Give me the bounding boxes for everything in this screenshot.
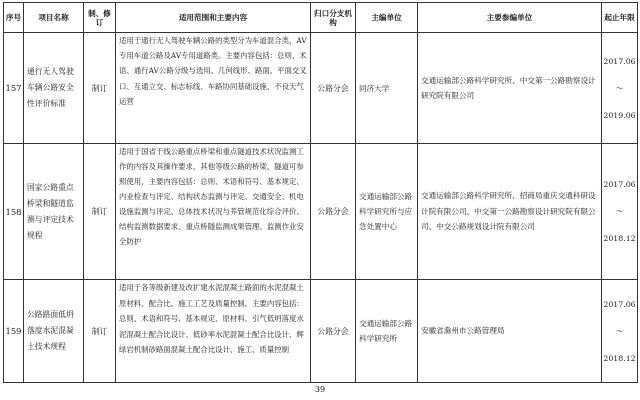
table-row <box>4 144 638 280</box>
scope-content: 适用于各等级新建及改扩建水泥混凝土路面的水泥混凝土原材料、配合比、施工工艺及质量控制。主要内容包括：总则、术语和符号、基本规定、原材料、引气低坍落度水泥混凝土配合比设计、低砂率水泥混凝土配合比设计、辉绿岩机制砂路面混凝土配合比设计、施工、质量控制 <box>116 280 311 383</box>
chief-editor: 交通运输部公路科学研究所 <box>356 280 418 383</box>
header-branch: 归口分支机构 <box>311 3 356 33</box>
header-project-name: 项目名称 <box>24 3 84 33</box>
revision-type: 制订 <box>84 144 116 280</box>
header-scope: 适用范围和主要内容 <box>116 3 311 33</box>
period-end: 2018.12 <box>603 234 636 243</box>
project-name: 通行无人驾驶车辆公路安全性评价标准 <box>24 33 84 144</box>
revision-type: 制订 <box>84 280 116 383</box>
revision-type: 制订 <box>84 33 116 144</box>
participants: 安徽省滁州市公路管理局 <box>418 280 602 383</box>
scope-content: 适用于国省干线公路重点桥梁和重点隧道技术状况监测工作的内容及其操作要求，其他等级公路的桥梁、隧道可参照使用，主要内容包括：总则、术语和符号、基本规定、内业检查与评定、结构状态监测与评定、交通安全、机电设施监测与评定、总体技术状况与养管规范化综合评价、结构监测数据要求、重点桥隧监测成果管理、监测作业安全防护 <box>116 144 311 280</box>
scope-content: 适用于通行无人驾驶车辆公路的类型分为车道混合类，AV专用车道公路及AV专用道路类。主要内容包括：总则、术语、通行AV公路分级与选用、几何线形、路面、平面交叉口、互通立交、标志标线、车路协同基础设施、不良天气运营 <box>116 33 311 144</box>
project-name: 公路路面低坍落度水泥混凝土技术规程 <box>24 280 84 383</box>
participants: 交通运输部公路科学研究所、招商局重庆交通科研设计院有限公司、中交第一公路勘察设计研究院有限公司、中交公路规划设计院有限公司 <box>418 144 602 280</box>
period <box>602 280 638 383</box>
period-end: 2019.06 <box>603 110 636 120</box>
participants: 交通运输部公路科学研究所、中交第一公路勘察设计研究院有限公司 <box>418 33 602 144</box>
table-row <box>4 280 638 383</box>
branch-org: 公路分会 <box>311 144 356 280</box>
branch-org: 公路分会 <box>311 280 356 383</box>
header-chief-editor: 主编单位 <box>356 3 418 33</box>
chief-editor: 同济大学 <box>356 33 418 144</box>
project-name: 国家公路重点桥梁和隧道监测与评定技术规程 <box>24 144 84 280</box>
row-number: 158 <box>4 144 24 280</box>
standards-table <box>3 2 638 383</box>
header-period: 起止年限 <box>602 3 638 33</box>
branch-org: 公路分会 <box>311 33 356 144</box>
header-no: 序号 <box>4 3 24 33</box>
page-number: 39 <box>314 385 326 394</box>
period-start: 2017.06 <box>603 299 636 309</box>
period-end: 2018.12 <box>603 353 636 363</box>
period-separator: ～ <box>615 83 624 93</box>
period-separator: ～ <box>615 326 624 336</box>
table-header-row <box>4 3 638 33</box>
period-start: 2017.06 <box>603 180 636 189</box>
row-number: 157 <box>4 33 24 144</box>
period <box>602 33 638 144</box>
period-start: 2017.06 <box>603 56 636 66</box>
header-revision-type: 制、修订 <box>84 3 116 33</box>
table-row <box>4 33 638 144</box>
header-participants: 主要参编单位 <box>418 3 602 33</box>
chief-editor: 交通运输部公路科学研究所与应急处置中心 <box>356 144 418 280</box>
period <box>602 144 638 280</box>
row-number: 159 <box>4 280 24 383</box>
period-separator: ～ <box>615 207 624 216</box>
